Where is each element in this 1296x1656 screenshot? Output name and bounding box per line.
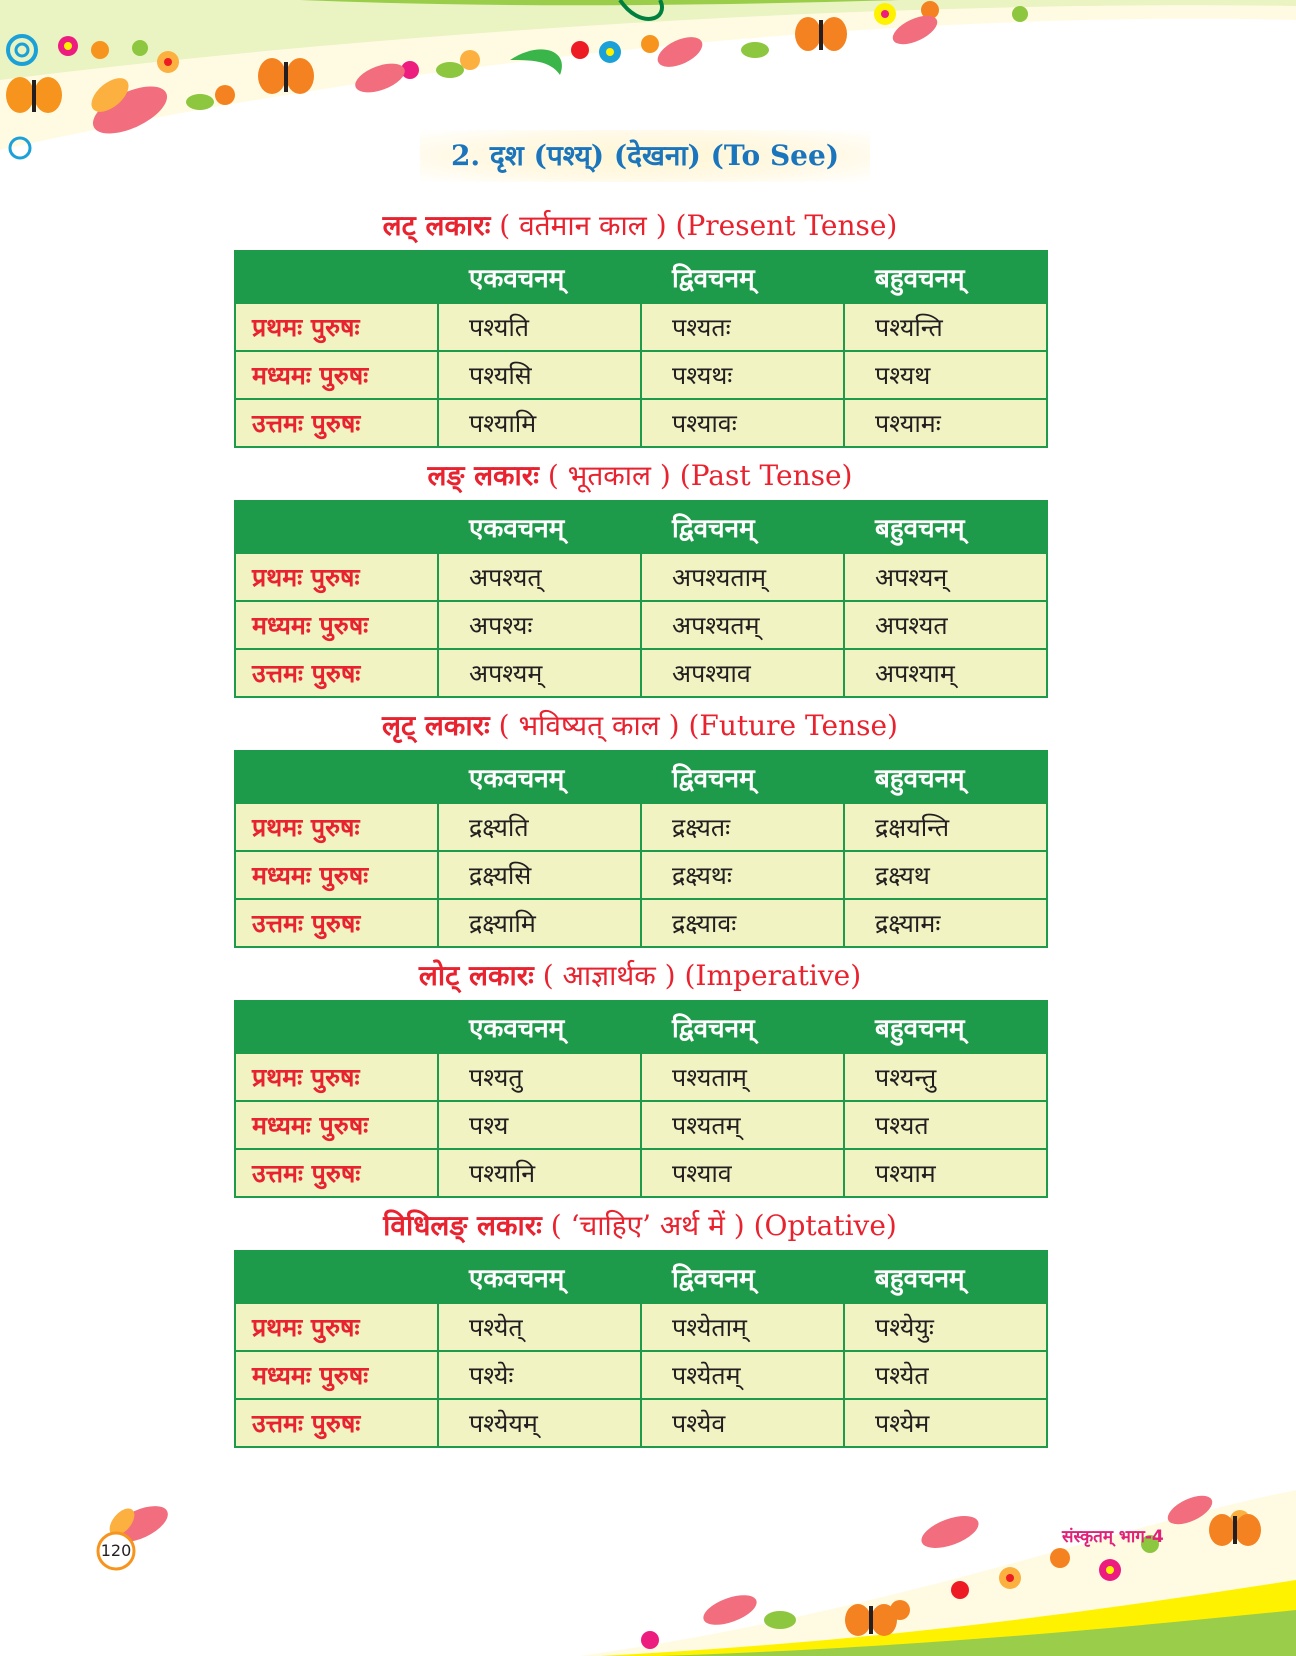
- verb-form-cell: पश्येत्: [438, 1303, 641, 1351]
- section-english: (Present Tense): [675, 209, 898, 242]
- table-row: [235, 399, 1047, 447]
- column-header: द्विवचनम्: [641, 751, 844, 803]
- verb-form-cell: द्रक्ष्यसि: [438, 851, 641, 899]
- header-blank-cell: [235, 1001, 438, 1053]
- verb-form-cell: पश्यसि: [438, 351, 641, 399]
- verb-form-cell: पश्यतः: [641, 303, 844, 351]
- table-header-row: [235, 751, 1047, 803]
- conjugation-table: [234, 1000, 1048, 1198]
- section-lakara: विधिलङ् लकारः: [383, 1209, 542, 1242]
- verb-form-cell: पश्यथः: [641, 351, 844, 399]
- section-meaning: ( आज्ञार्थक ): [542, 959, 676, 992]
- verb-form-cell: पश्येतम्: [641, 1351, 844, 1399]
- person-label: उत्तमः पुरुषः: [235, 649, 438, 697]
- person-label: प्रथमः पुरुषः: [235, 303, 438, 351]
- column-header: एकवचनम्: [438, 251, 641, 303]
- column-header: द्विवचनम्: [641, 1001, 844, 1053]
- section-heading: [234, 206, 1046, 244]
- column-header: बहुवचनम्: [844, 1001, 1047, 1053]
- verb-form-cell: पश्येताम्: [641, 1303, 844, 1351]
- verb-form-cell: पश्यतु: [438, 1053, 641, 1101]
- verb-form-cell: पश्येत: [844, 1351, 1047, 1399]
- verb-form-cell: पश्याम: [844, 1149, 1047, 1197]
- verb-form-cell: पश्य: [438, 1101, 641, 1149]
- verb-form-cell: द्रक्ष्यथः: [641, 851, 844, 899]
- column-header: बहुवचनम्: [844, 501, 1047, 553]
- verb-form-cell: पश्यतम्: [641, 1101, 844, 1149]
- header-blank-cell: [235, 1251, 438, 1303]
- person-label: मध्यमः पुरुषः: [235, 851, 438, 899]
- table-row: [235, 1303, 1047, 1351]
- verb-form-cell: द्रक्ष्यामि: [438, 899, 641, 947]
- column-header: बहुवचनम्: [844, 751, 1047, 803]
- table-row: [235, 351, 1047, 399]
- conjugation-table: [234, 1250, 1048, 1448]
- person-label: प्रथमः पुरुषः: [235, 803, 438, 851]
- section-english: (Imperative): [684, 959, 862, 992]
- table-row: [235, 1101, 1047, 1149]
- person-label: मध्यमः पुरुषः: [235, 601, 438, 649]
- section-heading: [234, 1206, 1046, 1244]
- column-header: एकवचनम्: [438, 751, 641, 803]
- section-english: (Optative): [753, 1209, 897, 1242]
- column-header: द्विवचनम्: [641, 1251, 844, 1303]
- person-label: मध्यमः पुरुषः: [235, 351, 438, 399]
- table-row: [235, 553, 1047, 601]
- section-english: (Future Tense): [688, 709, 898, 742]
- section-heading: [234, 456, 1046, 494]
- verb-form-cell: पश्येयुः: [844, 1303, 1047, 1351]
- section-meaning: ( भूतकाल ): [547, 459, 671, 492]
- decorative-floral-banner-bottom: [0, 1470, 1296, 1656]
- table-row: [235, 851, 1047, 899]
- page-title: 2. दृश (पश्य्) (देखना) (To See): [420, 130, 870, 182]
- verb-form-cell: पश्यताम्: [641, 1053, 844, 1101]
- verb-form-cell: पश्याव: [641, 1149, 844, 1197]
- conjugation-table: [234, 750, 1048, 948]
- verb-form-cell: अपश्यत: [844, 601, 1047, 649]
- table-row: [235, 1053, 1047, 1101]
- verb-form-cell: पश्यथ: [844, 351, 1047, 399]
- verb-form-cell: अपश्यन्: [844, 553, 1047, 601]
- verb-form-cell: द्रक्ष्यावः: [641, 899, 844, 947]
- column-header: एकवचनम्: [438, 1251, 641, 1303]
- person-label: उत्तमः पुरुषः: [235, 899, 438, 947]
- verb-form-cell: पश्येव: [641, 1399, 844, 1447]
- verb-form-cell: अपश्यतम्: [641, 601, 844, 649]
- column-header: एकवचनम्: [438, 501, 641, 553]
- book-footer-title: संस्कृतम् भाग-4: [1062, 1527, 1164, 1547]
- person-label: प्रथमः पुरुषः: [235, 1303, 438, 1351]
- verb-form-cell: द्रक्ष्यति: [438, 803, 641, 851]
- section-lakara: लट् लकारः: [382, 209, 491, 242]
- section-lakara: लङ् लकारः: [427, 459, 539, 492]
- verb-form-cell: पश्यति: [438, 303, 641, 351]
- header-blank-cell: [235, 501, 438, 553]
- person-label: मध्यमः पुरुषः: [235, 1351, 438, 1399]
- column-header: द्विवचनम्: [641, 501, 844, 553]
- section-heading: [234, 706, 1046, 744]
- column-header: द्विवचनम्: [641, 251, 844, 303]
- verb-form-cell: पश्येः: [438, 1351, 641, 1399]
- verb-form-cell: पश्यानि: [438, 1149, 641, 1197]
- table-row: [235, 601, 1047, 649]
- section-meaning: ( वर्तमान काल ): [499, 209, 667, 242]
- table-row: [235, 803, 1047, 851]
- verb-form-cell: पश्यन्ति: [844, 303, 1047, 351]
- table-row: [235, 1399, 1047, 1447]
- table-header-row: [235, 1251, 1047, 1303]
- verb-form-cell: अपश्याम्: [844, 649, 1047, 697]
- person-label: प्रथमः पुरुषः: [235, 1053, 438, 1101]
- column-header: एकवचनम्: [438, 1001, 641, 1053]
- person-label: प्रथमः पुरुषः: [235, 553, 438, 601]
- verb-form-cell: अपश्यः: [438, 601, 641, 649]
- person-label: उत्तमः पुरुषः: [235, 1149, 438, 1197]
- column-header: बहुवचनम्: [844, 251, 1047, 303]
- verb-form-cell: अपश्यम्: [438, 649, 641, 697]
- person-label: उत्तमः पुरुषः: [235, 399, 438, 447]
- section-meaning: ( भविष्यत् काल ): [498, 709, 680, 742]
- column-header: बहुवचनम्: [844, 1251, 1047, 1303]
- verb-form-cell: पश्येयम्: [438, 1399, 641, 1447]
- person-label: मध्यमः पुरुषः: [235, 1101, 438, 1149]
- verb-form-cell: पश्यामि: [438, 399, 641, 447]
- table-row: [235, 1149, 1047, 1197]
- verb-form-cell: पश्यत: [844, 1101, 1047, 1149]
- butterfly-icon: [6, 77, 62, 113]
- verb-form-cell: पश्यन्तु: [844, 1053, 1047, 1101]
- table-header-row: [235, 1001, 1047, 1053]
- verb-form-cell: अपश्यताम्: [641, 553, 844, 601]
- person-label: उत्तमः पुरुषः: [235, 1399, 438, 1447]
- verb-form-cell: द्रक्ष्यतः: [641, 803, 844, 851]
- section-meaning: ( ‘चाहिए’ अर्थ में ): [550, 1209, 745, 1242]
- verb-form-cell: द्रक्षयन्ति: [844, 803, 1047, 851]
- table-row: [235, 649, 1047, 697]
- verb-form-cell: द्रक्ष्यामः: [844, 899, 1047, 947]
- section-english: (Past Tense): [679, 459, 853, 492]
- section-lakara: लृट् लकारः: [382, 709, 490, 742]
- verb-form-cell: अपश्यत्: [438, 553, 641, 601]
- header-blank-cell: [235, 751, 438, 803]
- table-header-row: [235, 251, 1047, 303]
- section-lakara: लोट् लकारः: [418, 959, 534, 992]
- table-row: [235, 899, 1047, 947]
- table-row: [235, 303, 1047, 351]
- conjugation-table: [234, 250, 1048, 448]
- verb-form-cell: द्रक्ष्यथ: [844, 851, 1047, 899]
- verb-form-cell: पश्यामः: [844, 399, 1047, 447]
- verb-form-cell: पश्यावः: [641, 399, 844, 447]
- header-blank-cell: [235, 251, 438, 303]
- table-row: [235, 1351, 1047, 1399]
- section-heading: [234, 956, 1046, 994]
- verb-form-cell: अपश्याव: [641, 649, 844, 697]
- page-number: 120: [100, 1541, 132, 1560]
- conjugation-table: [234, 500, 1048, 698]
- table-header-row: [235, 501, 1047, 553]
- verb-form-cell: पश्येम: [844, 1399, 1047, 1447]
